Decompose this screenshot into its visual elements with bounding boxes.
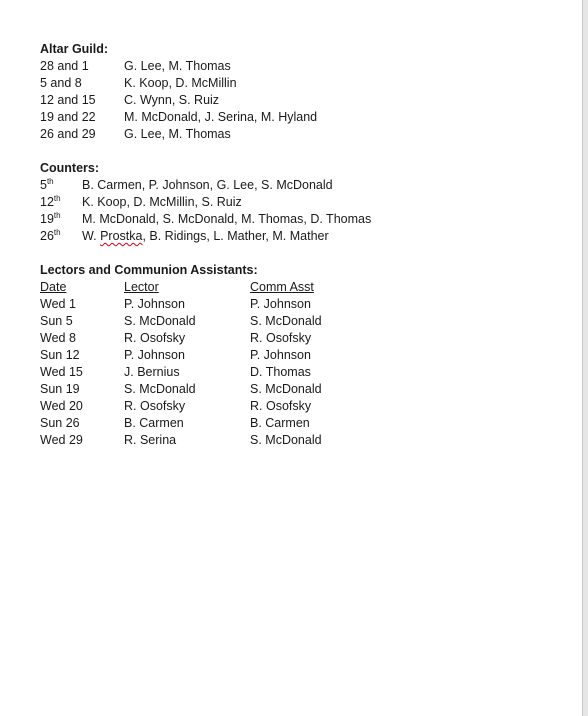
lector-name: R. Serina: [124, 433, 177, 447]
lector-name: P. Johnson: [124, 348, 185, 362]
spellcheck-flagged-word[interactable]: Prostka: [100, 229, 143, 243]
counters-row: [40, 228, 560, 245]
service-date: Sun 12: [40, 348, 80, 362]
comm-asst-name: S. McDonald: [250, 433, 322, 447]
lectors-row: [40, 432, 560, 449]
document-body: [40, 41, 560, 449]
lector-name: S. McDonald: [124, 314, 196, 328]
comm-asst-column-header: Comm Asst: [250, 280, 314, 294]
service-date: Sun 26: [40, 416, 80, 430]
lector-name: P. Johnson: [124, 297, 185, 311]
service-date: Wed 1: [40, 297, 76, 311]
service-date: Sun 19: [40, 382, 80, 396]
counters-row: [40, 211, 560, 228]
counters-day: [40, 228, 61, 245]
counters-names-prefix: W.: [82, 229, 101, 243]
counters-day-number: 26: [40, 229, 54, 243]
date-column-header: Date: [40, 280, 67, 294]
section-spacer: [40, 143, 560, 160]
counters-names: M. McDonald, S. McDonald, M. Thomas, D. Thomas: [82, 212, 372, 226]
service-date: Wed 8: [40, 331, 76, 345]
altar-guild-dates: 12 and 15: [40, 93, 96, 107]
page-edge: [582, 0, 588, 716]
comm-asst-name: B. Carmen: [250, 416, 310, 430]
comm-asst-name: S. McDonald: [250, 382, 322, 396]
lector-name: B. Carmen: [124, 416, 184, 430]
lector-name: S. McDonald: [124, 382, 196, 396]
counters-names-rest: , B. Ridings, L. Mather, M. Mather: [142, 229, 329, 243]
altar-guild-row: [40, 92, 560, 109]
altar-guild-dates: 26 and 29: [40, 127, 96, 141]
altar-guild-row: [40, 126, 560, 143]
altar-guild-row: [40, 58, 560, 75]
lectors-row: [40, 347, 560, 364]
comm-asst-name: P. Johnson: [250, 297, 311, 311]
lectors-row: [40, 364, 560, 381]
lector-name: R. Osofsky: [124, 399, 186, 413]
counters-row: [40, 194, 560, 211]
lectors-header-row: [40, 279, 560, 296]
lectors-row: [40, 296, 560, 313]
counters-names: [82, 228, 329, 245]
altar-guild-dates: 28 and 1: [40, 59, 89, 73]
altar-guild-names: K. Koop, D. McMillin: [124, 76, 237, 90]
altar-guild-names: M. McDonald, J. Serina, M. Hyland: [124, 110, 318, 124]
lector-name: J. Bernius: [124, 365, 180, 379]
lector-name: R. Osofsky: [124, 331, 186, 345]
comm-asst-name: R. Osofsky: [250, 331, 312, 345]
lectors-row: [40, 415, 560, 432]
altar-guild-names: C. Wynn, S. Ruiz: [124, 93, 220, 107]
counters-row: [40, 177, 560, 194]
comm-asst-name: R. Osofsky: [250, 399, 312, 413]
lectors-row: [40, 398, 560, 415]
service-date: Wed 20: [40, 399, 83, 413]
section-spacer: [40, 245, 560, 262]
altar-guild-row: [40, 109, 560, 126]
counters-names: K. Koop, D. McMillin, S. Ruiz: [82, 195, 242, 209]
counters-day-number: 5: [40, 178, 47, 192]
lector-column-header: Lector: [124, 280, 159, 294]
lectors-row: [40, 381, 560, 398]
altar-guild-dates: 5 and 8: [40, 76, 82, 90]
service-date: Wed 29: [40, 433, 83, 447]
lectors-row: [40, 330, 560, 347]
service-date: Sun 5: [40, 314, 73, 328]
counters-day: [40, 211, 61, 228]
altar-guild-names: G. Lee, M. Thomas: [124, 127, 231, 141]
altar-guild-row: [40, 75, 560, 92]
counters-heading: Counters:: [40, 161, 100, 175]
ordinal-suffix: th: [53, 228, 61, 237]
lectors-heading: Lectors and Communion Assistants:: [40, 263, 258, 277]
ordinal-suffix: th: [53, 211, 61, 220]
comm-asst-name: S. McDonald: [250, 314, 322, 328]
comm-asst-name: P. Johnson: [250, 348, 311, 362]
counters-day: [40, 177, 54, 194]
ordinal-suffix: th: [53, 194, 61, 203]
counters-day-number: 19: [40, 212, 54, 226]
comm-asst-name: D. Thomas: [250, 365, 311, 379]
altar-guild-dates: 19 and 22: [40, 110, 96, 124]
altar-guild-names: G. Lee, M. Thomas: [124, 59, 231, 73]
lectors-row: [40, 313, 560, 330]
counters-names: B. Carmen, P. Johnson, G. Lee, S. McDonald: [82, 178, 333, 192]
service-date: Wed 15: [40, 365, 83, 379]
altar-guild-heading: Altar Guild:: [40, 42, 109, 56]
counters-day-number: 12: [40, 195, 54, 209]
ordinal-suffix: th: [46, 177, 54, 186]
counters-day: [40, 194, 61, 211]
